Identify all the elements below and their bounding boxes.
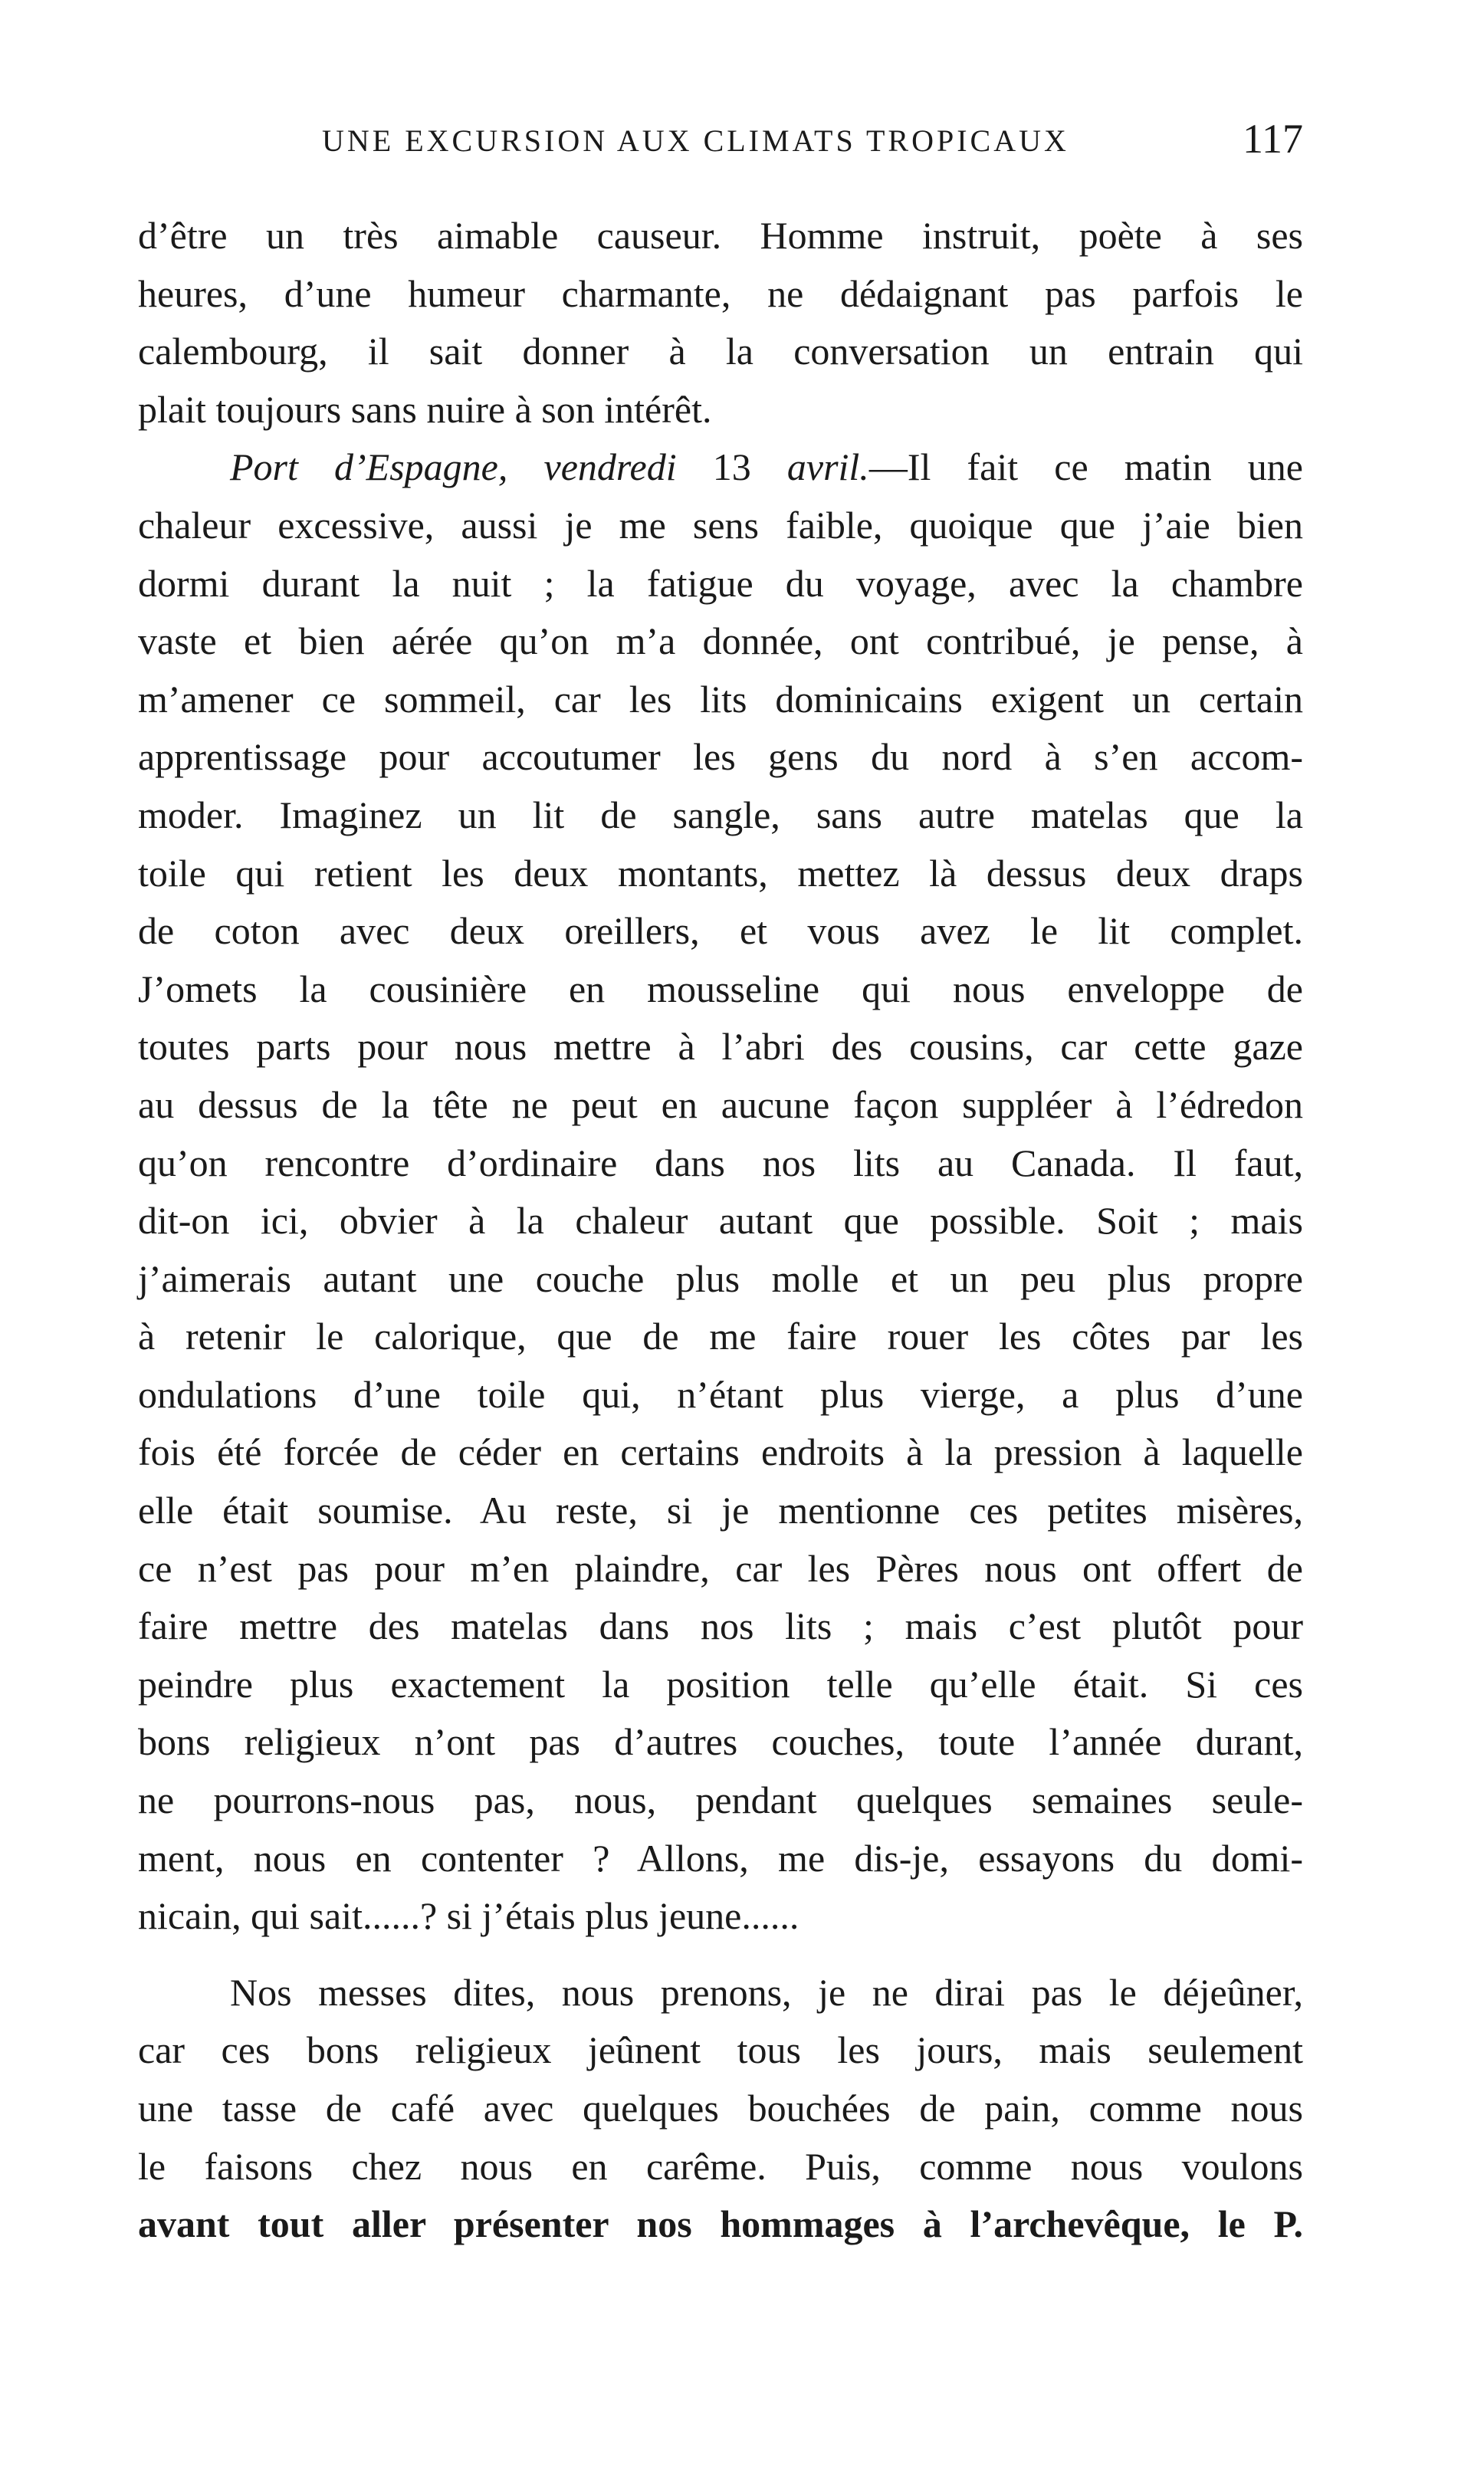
text-line: dormi durant la nuit ; la fatigue du voyage, avec la chambre xyxy=(138,561,1303,605)
text-line: m’amener ce sommeil, car les lits dominicains exigent un certain xyxy=(138,677,1303,721)
text-line: car ces bons religieux jeûnent tous les jours, mais seulement xyxy=(138,2028,1303,2072)
text-line: une tasse de café avec quelques bouchées de pain, comme nous xyxy=(138,2087,1303,2130)
running-title: UNE EXCURSION AUX CLIMATS TROPICAUX xyxy=(322,123,1069,158)
paragraph-1 xyxy=(138,207,1303,438)
text-line: faire mettre des matelas dans nos lits ; mais c’est plutôt pour xyxy=(138,1604,1303,1648)
text-line: à retenir le calorique, que de me faire rouer les côtes par les xyxy=(138,1315,1303,1358)
text-line: ce n’est pas pour m’en plaindre, car les Pères nous ont offert de xyxy=(138,1546,1303,1590)
text-line: chaleur excessive, aussi je me sens faible, quoique que j’aie bien xyxy=(138,503,1303,547)
paragraph-gap xyxy=(138,1946,1303,1964)
text-line: plait toujours sans nuire à son intérêt. xyxy=(138,387,712,431)
text-line: de coton avec deux oreillers, et vous avez le lit complet. xyxy=(138,909,1303,953)
running-head xyxy=(138,115,1303,176)
dateline: Port d’Espagne, vendredi xyxy=(230,445,677,489)
date-number: 13 xyxy=(712,445,751,489)
text-line: heures, d’une humeur charmante, ne dédaignant pas parfois le xyxy=(138,271,1303,315)
text-line: avant tout aller présenter nos hommages à l’archevêque, le P. xyxy=(138,2202,1303,2246)
text-line: vaste et bien aérée qu’on m’a donnée, ont contribué, je pense, à xyxy=(138,619,1303,663)
text-line: le faisons chez nous en carême. Puis, comme nous voulons xyxy=(138,2144,1303,2188)
text-line: ment, nous en contenter ? Allons, me dis-je, essayons du domi- xyxy=(138,1836,1303,1880)
body-text xyxy=(138,207,1303,2254)
paragraph-2 xyxy=(138,438,1303,1945)
text-line: bons religieux n’ont pas d’autres couches, toute l’année durant, xyxy=(138,1720,1303,1764)
text-line: J’omets la cousinière en mousseline qui nous enveloppe de xyxy=(138,967,1303,1010)
text-line: moder. Imaginez un lit de sangle, sans autre matelas que la xyxy=(138,793,1303,836)
date-month: avril. xyxy=(786,445,869,489)
text-line: ondulations d’une toile qui, n’étant plus vierge, a plus d’une xyxy=(138,1372,1303,1416)
text-line: j’aimerais autant une couche plus molle et un peu plus propre xyxy=(138,1256,1303,1300)
text-line: elle était soumise. Au reste, si je mentionne ces petites misères, xyxy=(138,1489,1303,1532)
text-line: au dessus de la tête ne peut en aucune façon suppléer à l’édredon xyxy=(138,1082,1303,1126)
dateline-line xyxy=(138,438,1303,497)
text-line: nicain, qui sait......? si j’étais plus jeune...... xyxy=(138,1894,799,1938)
text-line: calembourg, il sait donner à la conversation un entrain qui xyxy=(138,330,1303,373)
text-line: ne pourrons-nous pas, nous, pendant quelques semaines seule- xyxy=(138,1778,1303,1822)
page-number: 117 xyxy=(1243,116,1303,162)
text-line: toutes parts pour nous mettre à l’abri des cousins, car cette gaze xyxy=(138,1025,1303,1069)
text-line: d’être un très aimable causeur. Homme instruit, poète à ses xyxy=(138,214,1303,257)
text-line: dit-on ici, obvier à la chaleur autant que possible. Soit ; mais xyxy=(138,1199,1303,1243)
paragraph-3 xyxy=(138,1964,1303,2254)
text-line: apprentissage pour accoutumer les gens du nord à s’en accom- xyxy=(138,735,1303,779)
text-line: toile qui retient les deux montants, mettez là dessus deux draps xyxy=(138,851,1303,895)
text-line: qu’on rencontre d’ordinaire dans nos lits au Canada. Il faut, xyxy=(138,1141,1303,1184)
text-line: peindre plus exactement la position telle qu’elle était. Si ces xyxy=(138,1662,1303,1706)
text-line: Nos messes dites, nous prenons, je ne dirai pas le déjeûner, xyxy=(230,1970,1303,2014)
text-line: fois été forcée de céder en certains endroits à la pression à laquelle xyxy=(138,1430,1303,1474)
dateline-rest: —Il fait ce matin une xyxy=(868,445,1303,489)
